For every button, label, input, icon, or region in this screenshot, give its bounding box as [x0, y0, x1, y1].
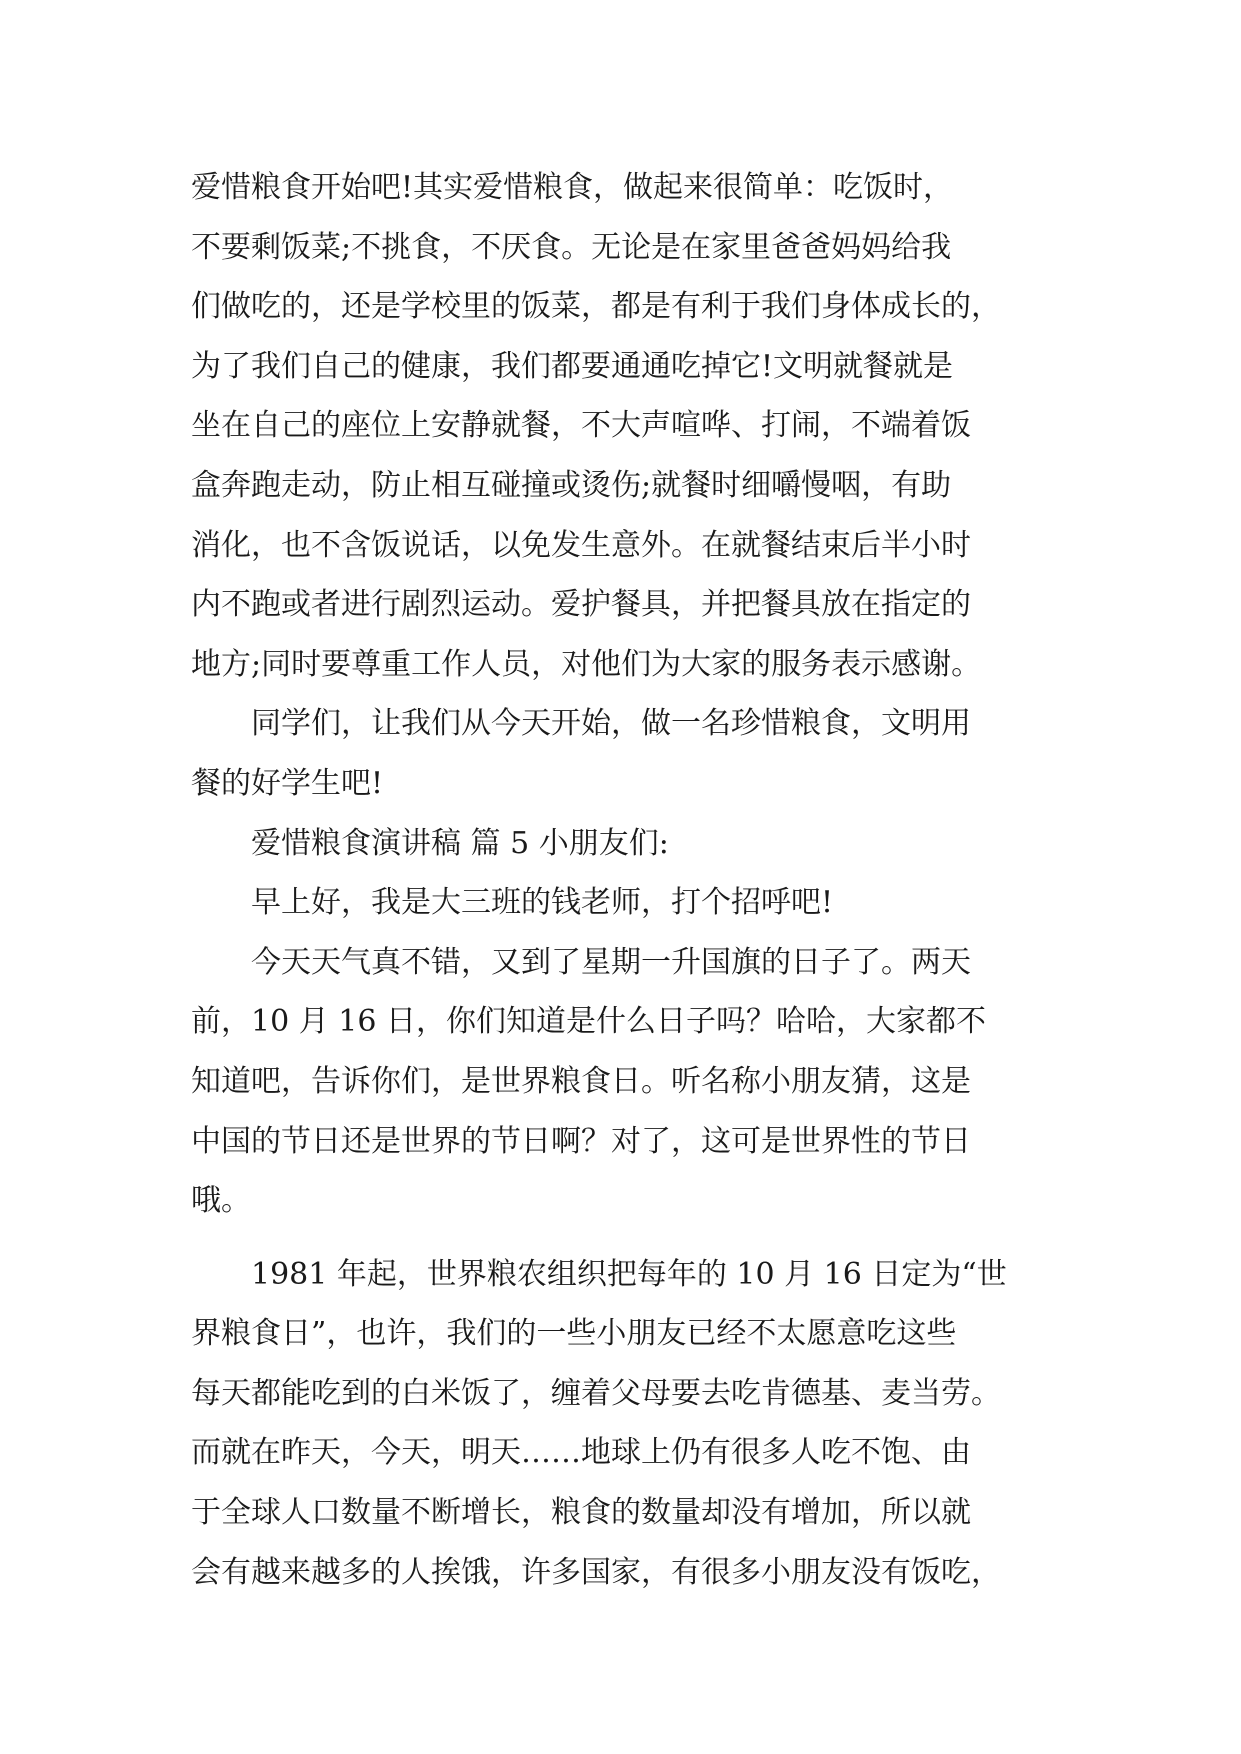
body-text: [191, 158, 1071, 1602]
text-line: 坐在自己的座位上安静就餐，不大声喧哗、打闹，不端着饭: [191, 408, 971, 444]
text-line: 前，10 月 16 日，你们知道是什么日子吗？哈哈，大家都不: [191, 1004, 986, 1040]
text-line: 不要剩饭菜;不挑食，不厌食。无论是在家里爸爸妈妈给我: [191, 229, 952, 265]
text-line: 界粮食日”，也许，我们的一些小朋友已经不太愿意吃这些: [191, 1316, 957, 1352]
text-line: 今天天气真不错，又到了星期一升国旗的日子了。两天: [251, 944, 971, 980]
text-line: 们做吃的，还是学校里的饭菜，都是有利于我们身体成长的，: [191, 289, 1001, 325]
text-line: 于全球人口数量不断增长，粮食的数量却没有增加，所以就: [191, 1495, 971, 1531]
text-line: 知道吧，告诉你们，是世界粮食日。听名称小朋友猜，这是: [191, 1063, 971, 1099]
text-line: 早上好，我是大三班的钱老师，打个招呼吧!: [251, 885, 834, 921]
text-line: 为了我们自己的健康，我们都要通通吃掉它!文明就餐就是: [191, 348, 954, 384]
text-line: 中国的节日还是世界的节日啊？对了，这可是世界性的节日: [191, 1123, 971, 1159]
text-line: 内不跑或者进行剧烈运动。爱护餐具，并把餐具放在指定的: [191, 587, 971, 623]
text-line: 每天都能吃到的白米饭了，缠着父母要去吃肯德基、麦当劳。: [191, 1375, 1001, 1411]
text-line: 而就在昨天，今天，明天……地球上仍有很多人吃不饱、由: [191, 1435, 971, 1471]
text-line: 地方;同时要尊重工作人员，对他们为大家的服务表示感谢。: [191, 646, 982, 682]
text-line: 消化，也不含饭说话，以免发生意外。在就餐结束后半小时: [191, 527, 971, 563]
section-heading: 爱惜粮食演讲稿 篇 5 小朋友们:: [251, 825, 669, 861]
text-line: 1981 年起，世界粮农组织把每年的 10 月 16 日定为“世: [251, 1256, 1007, 1292]
text-line: 盒奔跑走动，防止相互碰撞或烫伤;就餐时细嚼慢咽，有助: [191, 467, 952, 503]
text-line: 会有越来越多的人挨饿，许多国家，有很多小朋友没有饭吃，: [191, 1554, 1001, 1590]
text-line: 哦。: [191, 1183, 251, 1219]
text-line: 同学们，让我们从今天开始，做一名珍惜粮食，文明用: [251, 706, 971, 742]
text-line: 餐的好学生吧!: [191, 765, 384, 801]
text-line: 爱惜粮食开始吧!其实爱惜粮食，做起来很简单：吃饭时，: [191, 170, 954, 205]
